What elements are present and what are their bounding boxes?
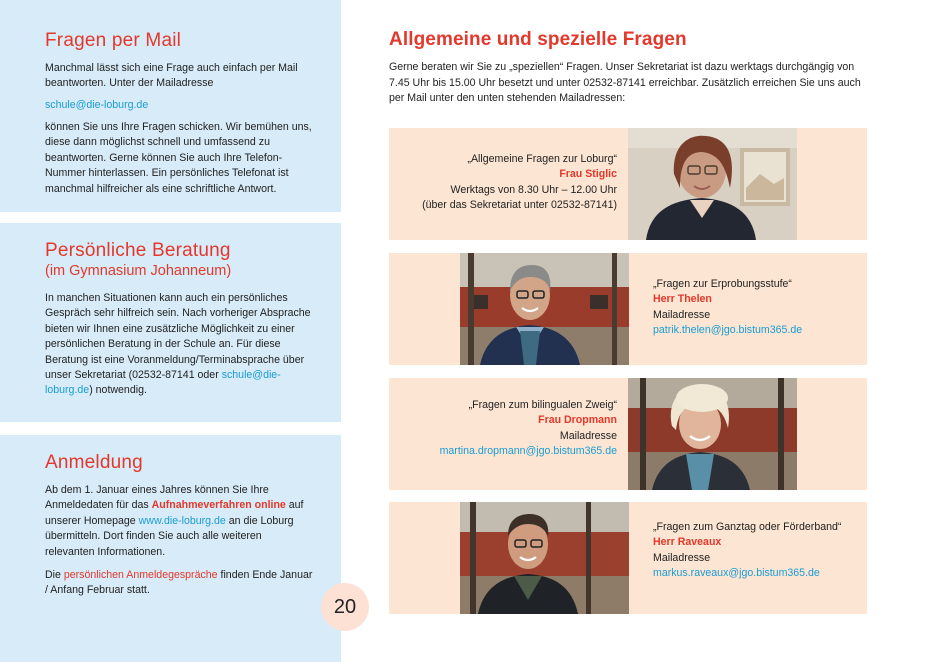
anmeldung-text-d: Die <box>45 569 64 581</box>
anmeldegespraeche-highlight: persönlichen Anmeldegespräche <box>63 569 218 581</box>
homepage-link[interactable]: www.die-loburg.de <box>138 514 226 527</box>
intro-paragraph: Gerne beraten wir Sie zu „speziellen“ Fragen. Unser Sekretariat ist dazu werktags durchgängig von 7.45 Uhr bis 15.00 Uhr besetzt und unter 02532-87141 erreichbar. Zusätzlich erreichen Sie uns auch per Mail unter den unten stehenden Mailadressen: <box>389 61 861 105</box>
contact-card-raveaux <box>389 502 867 614</box>
contact-topic: „Fragen zum bilingualen Zweig“ <box>468 399 617 411</box>
portrait-photo-thelen <box>460 253 629 365</box>
subheading-gymnasium: (im Gymnasium Johanneum) <box>45 263 232 279</box>
anmeldung-text-c: an die Loburg übermitteln. Dort finden Sie auch alle weiteren relevanten Informationen. <box>45 514 294 558</box>
panel-persoenliche-beratung <box>0 223 341 422</box>
heading-anmeldung: Anmeldung <box>45 452 143 473</box>
contact-info <box>653 520 841 582</box>
panel-anmeldung <box>0 435 341 662</box>
contact-topic: „Allgemeine Fragen zur Loburg“ <box>467 153 617 165</box>
heading-allgemeine-fragen: Allgemeine und spezielle Fragen <box>389 29 687 50</box>
contact-phone-note: (über das Sekretariat unter 02532-87141) <box>422 199 617 212</box>
panel-fragen-per-mail <box>0 0 341 212</box>
contact-topic: „Fragen zum Ganztag oder Förderband“ <box>653 521 842 533</box>
beratung-email-link[interactable]: schule@die-loburg.de <box>45 369 281 397</box>
beratung-paragraph <box>45 291 313 399</box>
contact-card-dropmann <box>389 378 867 490</box>
portrait-photo-dropmann <box>628 378 797 490</box>
heading-persoenliche-beratung: Persönliche Beratung <box>45 240 231 261</box>
contact-name: Frau Dropmann <box>538 414 617 427</box>
left-column <box>0 0 341 662</box>
beratung-text-end: ) notwendig. <box>89 384 147 397</box>
contact-info <box>653 277 802 339</box>
aufnahmeverfahren-link[interactable]: Aufnahmeverfahren online <box>151 499 286 512</box>
portrait-photo-raveaux <box>460 502 629 614</box>
contact-card-stiglic <box>389 128 867 240</box>
contact-name: Frau Stiglic <box>559 168 617 181</box>
mail-email-link[interactable]: schule@die-loburg.de <box>45 99 149 111</box>
contact-email-link[interactable]: markus.raveaux@jgo.bistum365.de <box>653 567 820 580</box>
contact-name: Herr Raveaux <box>653 536 722 549</box>
contact-hours: Werktags von 8.30 Uhr – 12.00 Uhr <box>450 183 617 196</box>
contact-mail-label: Mailadresse <box>653 551 711 564</box>
contact-email-link[interactable]: patrik.thelen@jgo.bistum365.de <box>653 324 803 337</box>
contact-name: Herr Thelen <box>653 293 712 306</box>
portrait-photo-stiglic <box>628 128 797 240</box>
contact-topic: „Fragen zur Erprobungsstufe“ <box>653 278 792 290</box>
anmeldung-paragraph-2 <box>45 568 313 599</box>
contact-card-thelen <box>389 253 867 365</box>
mail-paragraph-1: Manchmal lässt sich eine Frage auch einfach per Mail beantworten. Unter der Mailadresse <box>45 62 298 90</box>
contact-info <box>440 398 617 460</box>
beratung-text: In manchen Situationen kann auch ein persönliches Gespräch sehr hilfreich sein. Nach vorheriger Absprache bieten wir Ihnen eine zusätzliche Möglichkeit zu einer persönlichen Beratung in der Schule an. Für diese Beratung ist eine Voranmeldung/Terminabsprache über unser Sekretariat (02532-87141 oder <box>45 292 311 382</box>
anmeldung-text-a: Ab dem 1. Januar eines Jahres können Sie Ihre Anmeldedaten für das <box>45 484 269 512</box>
anmeldung-paragraph-1 <box>45 483 313 560</box>
contact-mail-label: Mailadresse <box>559 429 617 442</box>
heading-fragen-per-mail: Fragen per Mail <box>45 30 182 51</box>
contact-email-link[interactable]: martina.dropmann@jgo.bistum365.de <box>439 445 617 458</box>
page-number: 20 <box>321 583 369 631</box>
anmeldung-text-e: finden Ende Januar / Anfang Februar statt. <box>45 569 313 597</box>
contact-info <box>422 152 617 214</box>
anmeldung-text-b: auf unserer Homepage <box>45 499 304 527</box>
contact-mail-label: Mailadresse <box>653 308 711 321</box>
mail-paragraph-2: können Sie uns Ihre Fragen schicken. Wir bemühen uns, diese dann möglichst schnell und umfassend zu beantworten. Gerne können Sie auch Ihre Telefon-Nummer hinterlassen. Ein persönliches Telefonat ist manchmal hilfreicher als eine schriftliche Antwort. <box>45 121 312 195</box>
